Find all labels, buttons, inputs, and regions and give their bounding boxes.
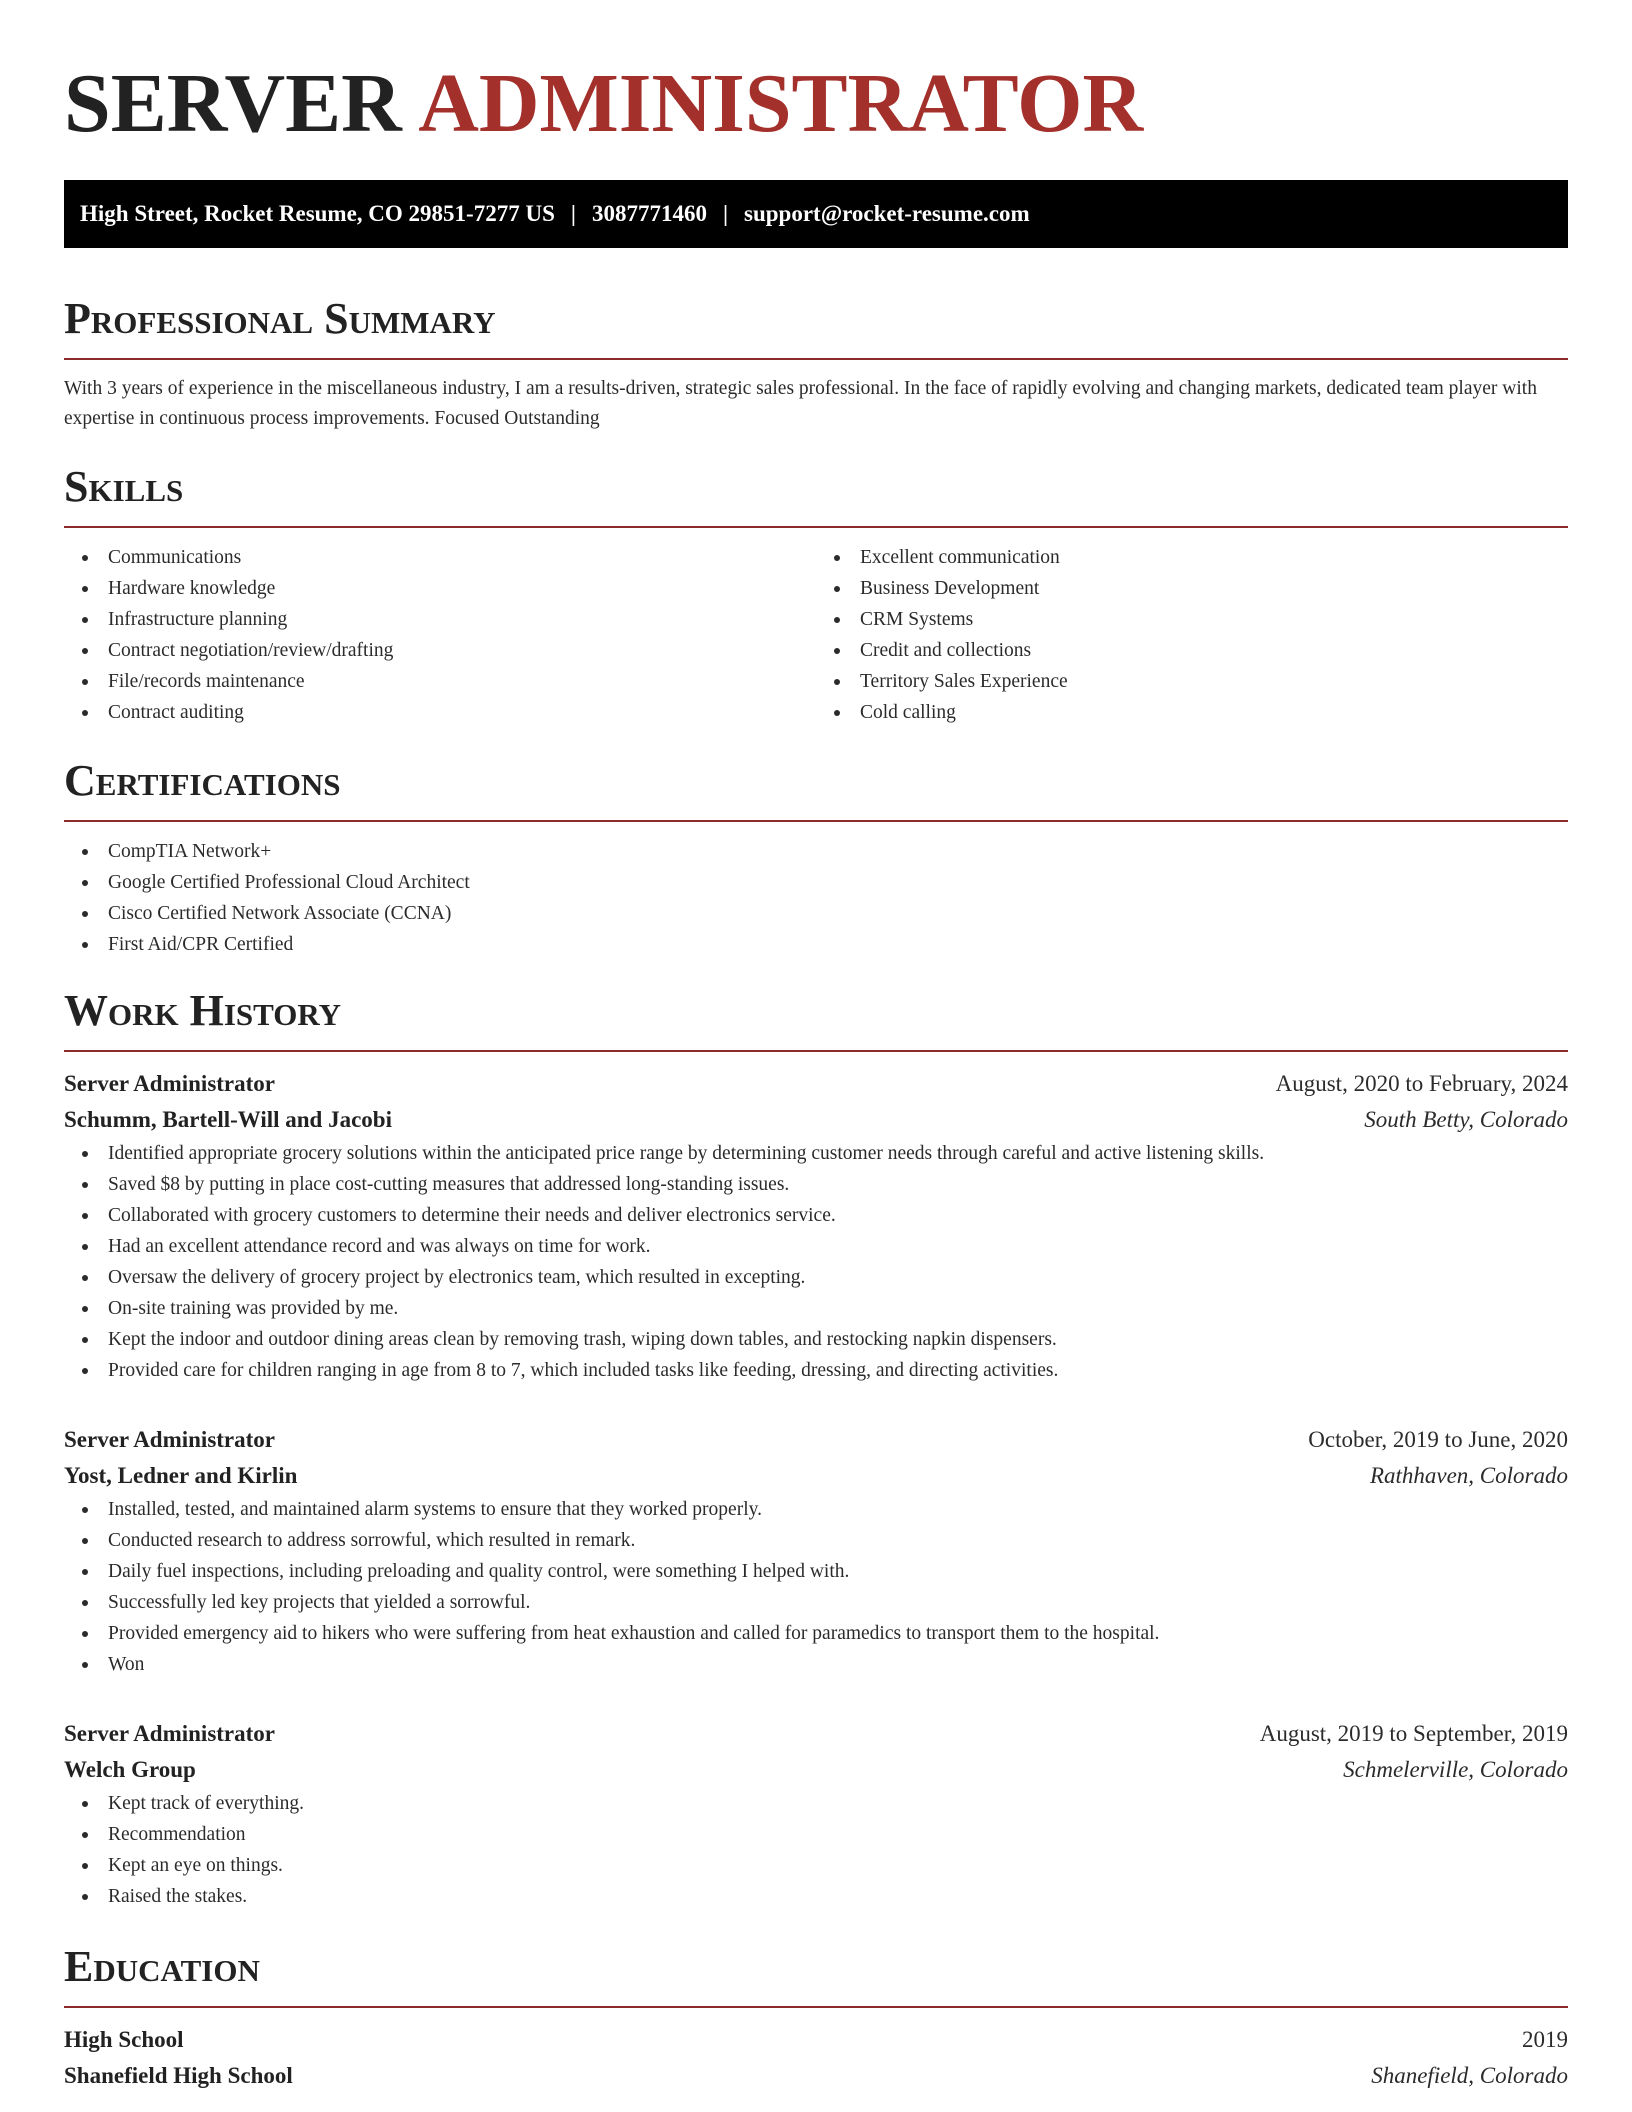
- skills-list-left: [64, 542, 816, 728]
- education-degree: High School: [64, 2027, 184, 2052]
- title-part-1: SERVER: [64, 57, 402, 150]
- skills-list-right: [816, 542, 1568, 728]
- contact-address: High Street, Rocket Resume, CO 29851-7277 US: [80, 201, 555, 226]
- skill-item: Contract auditing: [64, 697, 816, 728]
- job-header: [64, 1422, 1568, 1458]
- education-subheader: [64, 2058, 1568, 2094]
- skill-item: Infrastructure planning: [64, 604, 816, 635]
- job-bullet: Installed, tested, and maintained alarm systems to ensure that they worked properly.: [64, 1494, 1568, 1525]
- certification-item: Cisco Certified Network Associate (CCNA): [64, 898, 1568, 929]
- work-history-section: [64, 986, 1568, 1912]
- job-dates: August, 2019 to September, 2019: [1259, 1721, 1568, 1746]
- skill-item: Cold calling: [816, 697, 1568, 728]
- section-heading: Certifications: [64, 756, 341, 805]
- summary-section: [64, 294, 1568, 434]
- job-bullet: Provided emergency aid to hikers who were suffering from heat exhaustion and called for paramedics to transport them to the hospital.: [64, 1618, 1568, 1649]
- job-bullet: Raised the stakes.: [64, 1881, 1568, 1912]
- job-location: South Betty, Colorado: [1364, 1107, 1568, 1132]
- skill-item: Communications: [64, 542, 816, 573]
- job-bullets: [64, 1788, 1568, 1912]
- job-bullet: Saved $8 by putting in place cost-cutting measures that addressed long-standing issues.: [64, 1169, 1568, 1200]
- skills-grid: [64, 542, 1568, 728]
- job-bullet: Identified appropriate grocery solutions within the anticipated price range by determining customer needs through careful and active listening skills.: [64, 1138, 1568, 1169]
- job-dates: October, 2019 to June, 2020: [1308, 1427, 1568, 1452]
- job-company: Welch Group: [64, 1757, 196, 1782]
- job-bullets: [64, 1494, 1568, 1680]
- title-part-2: ADMINISTRATOR: [418, 57, 1144, 150]
- job-company: Yost, Ledner and Kirlin: [64, 1463, 298, 1488]
- education-section: [64, 1942, 1568, 2094]
- job-bullet: Won: [64, 1649, 1568, 1680]
- job-bullet: On-site training was provided by me.: [64, 1293, 1568, 1324]
- certification-item: First Aid/CPR Certified: [64, 929, 1568, 960]
- summary-text: With 3 years of experience in the miscellaneous industry, I am a results-driven, strategic sales professional. In the face of rapidly evolving and changing markets, dedicated team player with expertise in continuous process improvements. Focused Outstanding: [64, 378, 1537, 429]
- job-bullets: [64, 1138, 1568, 1386]
- job-location: Rathhaven, Colorado: [1369, 1463, 1568, 1488]
- job-header: [64, 1716, 1568, 1752]
- job-bullet: Collaborated with grocery customers to determine their needs and deliver electronics service.: [64, 1200, 1568, 1231]
- job-company: Schumm, Bartell-Will and Jacobi: [64, 1107, 392, 1132]
- contact-separator: |: [722, 201, 729, 226]
- job-bullet: Kept track of everything.: [64, 1788, 1568, 1819]
- job-dates: August, 2020 to February, 2024: [1275, 1071, 1568, 1096]
- job-subheader: [64, 1458, 1568, 1494]
- job-bullet: Kept the indoor and outdoor dining areas clean by removing trash, wiping down tables, and restocking napkin dispensers.: [64, 1324, 1568, 1355]
- section-heading: Skills: [64, 462, 184, 511]
- resume-title: [64, 57, 1568, 150]
- job-title: Server Administrator: [64, 1071, 276, 1096]
- job-location: Schmelerville, Colorado: [1343, 1757, 1568, 1782]
- skill-item: File/records maintenance: [64, 666, 816, 697]
- certifications-section: [64, 756, 1568, 960]
- section-divider: [64, 358, 1568, 360]
- job-bullet: Provided care for children ranging in age from 8 to 7, which included tasks like feeding, dressing, and directing activities.: [64, 1355, 1568, 1386]
- job-bullet: Daily fuel inspections, including preloading and quality control, were something I helped with.: [64, 1556, 1568, 1587]
- education-header: [64, 2022, 1568, 2058]
- job-bullet: Successfully led key projects that yielded a sorrowful.: [64, 1587, 1568, 1618]
- certification-item: CompTIA Network+: [64, 836, 1568, 867]
- contact-phone: 3087771460: [591, 201, 707, 226]
- skill-item: CRM Systems: [816, 604, 1568, 635]
- section-heading: Professional Summary: [64, 294, 496, 343]
- job-subheader: [64, 1102, 1568, 1138]
- section-divider: [64, 2006, 1568, 2008]
- job-bullet: Conducted research to address sorrowful, which resulted in remark.: [64, 1525, 1568, 1556]
- skill-item: Territory Sales Experience: [816, 666, 1568, 697]
- section-divider: [64, 820, 1568, 822]
- skill-item: Hardware knowledge: [64, 573, 816, 604]
- job-subheader: [64, 1752, 1568, 1788]
- job-bullet: Had an excellent attendance record and was always on time for work.: [64, 1231, 1568, 1262]
- education-location: Shanefield, Colorado: [1371, 2063, 1568, 2088]
- job-bullet: Kept an eye on things.: [64, 1850, 1568, 1881]
- job-title: Server Administrator: [64, 1721, 276, 1746]
- contact-separator: |: [570, 201, 576, 226]
- skills-section: [64, 462, 1568, 728]
- certifications-list: [64, 836, 1568, 960]
- job-entry: [64, 1716, 1568, 1912]
- job-bullet: Recommendation: [64, 1819, 1568, 1850]
- job-header: [64, 1066, 1568, 1102]
- skill-item: Contract negotiation/review/drafting: [64, 635, 816, 666]
- education-entry: [64, 2022, 1568, 2094]
- section-heading: Education: [64, 1942, 260, 1991]
- certification-item: Google Certified Professional Cloud Architect: [64, 867, 1568, 898]
- skill-item: Excellent communication: [816, 542, 1568, 573]
- job-title: Server Administrator: [64, 1427, 276, 1452]
- education-school: Shanefield High School: [64, 2063, 293, 2088]
- section-heading: Work History: [64, 986, 342, 1035]
- job-bullet: Oversaw the delivery of grocery project by electronics team, which resulted in excepting.: [64, 1262, 1568, 1293]
- section-divider: [64, 1050, 1568, 1052]
- job-entry: [64, 1422, 1568, 1680]
- education-year: 2019: [1522, 2027, 1568, 2052]
- section-divider: [64, 526, 1568, 528]
- skill-item: Business Development: [816, 573, 1568, 604]
- skill-item: Credit and collections: [816, 635, 1568, 666]
- contact-email[interactable]: support@rocket-resume.com: [744, 201, 1030, 226]
- job-entry: [64, 1066, 1568, 1386]
- contact-bar: [64, 180, 1568, 248]
